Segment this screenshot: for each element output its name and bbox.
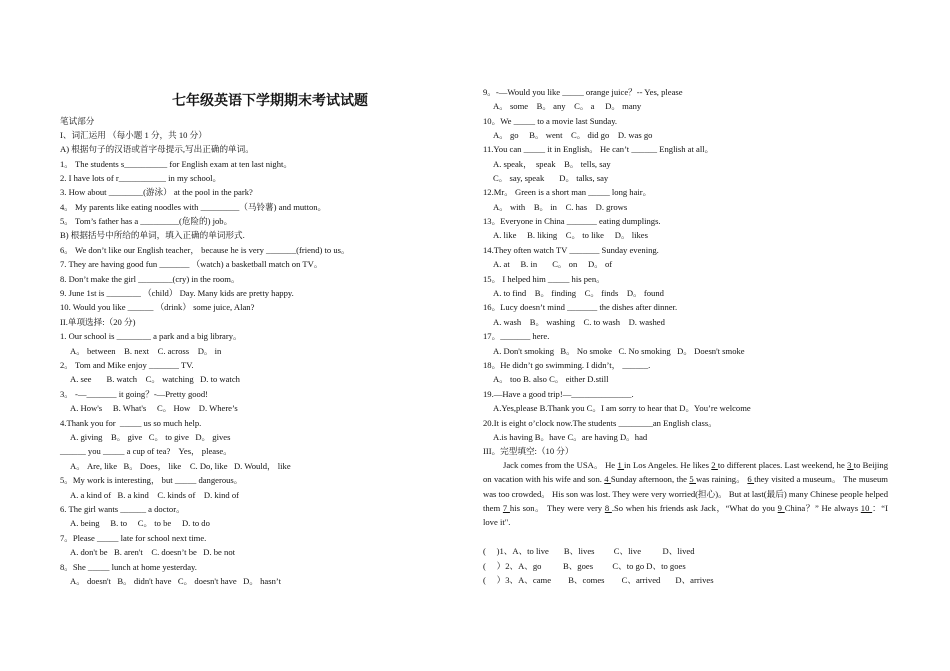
answer-options: A. like B. liking C。 to like D。 likes xyxy=(493,230,648,240)
question-line: II.单项选择:（20 分) xyxy=(60,317,136,327)
question-line: A) 根据句子的汉语或首字母提示,写出正确的单词。 xyxy=(60,144,254,154)
question-line: 16。Lucy doesn’t mind _______ the dishes after dinner. xyxy=(483,302,678,312)
answer-options: A. being B. to C。 to be D. to do xyxy=(70,518,210,528)
question-line: 2。 Tom and Mike enjoy _______ TV. xyxy=(60,360,194,370)
answer-options: A. see B. watch C。 watching D. to watch xyxy=(70,374,240,384)
question-line: ( )1、A、to live B、lives C、live D、lived xyxy=(483,546,695,556)
question-line: 12.Mr。 Green is a short man _____ long hair。 xyxy=(483,187,652,197)
question-line: 8。She _____ lunch at home yesterday. xyxy=(60,562,197,572)
question-line: 3. How about ________(游泳） at the pool in the park? xyxy=(60,187,253,197)
question-line: 4.Thank you for _____ us so much help. xyxy=(60,418,202,428)
question-line: 5。 Tom’s father has a _________(危险的) job。 xyxy=(60,216,233,226)
answer-options: A.Yes,please B.Thank you C。I am sorry to hear that D。You’re welcome xyxy=(493,403,751,413)
answer-options: A。 go B。 went C。 did go D. was go xyxy=(493,130,653,140)
answer-options: A。 too B. also C。 either D.still xyxy=(493,374,609,384)
question-line: 19.—Have a good trip!—______________. xyxy=(483,389,634,399)
question-line: ( ）2、A、go B、goes C、to go D、to goes xyxy=(483,561,686,571)
answer-options: A。 doesn't B。 didn't have C。 doesn't have D。 hasn’t xyxy=(70,576,281,586)
question-line: 9。-—Would you like _____ orange juice？-- Yes, please xyxy=(483,87,683,97)
question-line: 3。 -—_______ it going？-—Pretty good! xyxy=(60,389,208,399)
question-line: B) 根据括号中所给的单词，填入正确的单词形式. xyxy=(60,230,245,240)
question-line: 5。My work is interesting， but _____ dangerous。 xyxy=(60,475,243,485)
cloze-passage xyxy=(483,458,888,529)
question-line: 10. Would you like ______ （drink） some juice, Alan? xyxy=(60,302,255,312)
answer-options: A. don't be B. aren't C. doesn’t be D. be not xyxy=(70,547,236,557)
question-line: 9. June 1st is ________ （child） Day. Many kids are pretty happy. xyxy=(60,288,294,298)
answer-options: C。 say, speak D。 talks, say xyxy=(493,173,609,183)
question-line: 20.It is eight o’clock now.The students ________an English class。 xyxy=(483,418,717,428)
passage-text: to Beijing on vacation with his wife and son. xyxy=(483,460,888,485)
passage-text: was raining。 xyxy=(695,474,748,485)
question-line: 7。Please _____ late for school next time. xyxy=(60,533,207,543)
passage-text: his son。 They were very xyxy=(509,502,605,513)
answer-options: A. How's B. What's C。 How D. Where’s xyxy=(70,403,238,413)
question-line: 6. The girl wants ______ a doctor。 xyxy=(60,504,185,514)
passage-text: they visited a museum。 The museum was too crowded。 His son was lost. They were very worried(担心)。 But at last(最后) many Chinese people helped them xyxy=(483,474,888,513)
question-line: 18。He didn’t go swimming. I didn’t， ______. xyxy=(483,360,651,370)
answer-options: A. wash B。 washing C. to wash D. washed xyxy=(493,317,665,327)
question-line: 4。 My parents like eating noodles with _________（马铃薯) and mutton。 xyxy=(60,202,327,212)
question-line: III。完型填空:（10 分） xyxy=(483,446,574,456)
blank-1: 1 xyxy=(617,460,625,470)
passage-text: Sunday afternoon, the xyxy=(610,474,690,485)
blank-8: 8 xyxy=(604,502,612,513)
question-line: 14.They often watch TV _______ Sunday evening. xyxy=(483,245,659,255)
question-line: 1。 The students s__________ for English exam at ten last night。 xyxy=(60,159,293,169)
question-line: 2. I have lots of r___________ in my school。 xyxy=(60,173,222,183)
answer-options: A. speak， speak B。 tells, say xyxy=(493,159,611,169)
question-line: 6。 We don’t like our English teacher， because he is very _______(friend) to us。 xyxy=(60,245,350,255)
answer-options: A。 some B。 any C。 a D。 many xyxy=(493,101,642,111)
answer-options: A。 with B。 in C. has D. grows xyxy=(493,202,628,212)
blank-6: 6 xyxy=(747,474,755,485)
question-line: 11.You can _____ it in English。 He can’t ______ English at all。 xyxy=(483,144,714,154)
answer-options: A. to find B。 finding C。 finds D。 found xyxy=(493,288,664,298)
answer-options: A。 Are, like B。 Does， like C. Do, like D. Would， like xyxy=(70,461,291,471)
answer-options: A. Don't smoking B。 No smoke C. No smoking D。 Doesn't smoke xyxy=(493,346,745,356)
question-line: 8. Don’t make the girl ________(cry) in the room。 xyxy=(60,274,240,284)
blank-10: 10 xyxy=(860,502,873,513)
blank-9: 9 xyxy=(777,502,785,513)
question-line: 13。Everyone in China _______ eating dumplings. xyxy=(483,216,661,226)
blank-7: 7 xyxy=(502,502,510,513)
blank-4: 4 xyxy=(604,474,611,485)
question-line: ______ you _____ a cup of tea? Yes， please。 xyxy=(60,446,232,456)
blank-2: 2 xyxy=(711,460,718,470)
question-line: 笔试部分 xyxy=(60,116,95,126)
question-line: 10。We _____ to a movie last Sunday. xyxy=(483,116,618,126)
question-line: 15。 I helped him _____ his pen。 xyxy=(483,274,605,284)
passage-text: Jack comes from the USA。 He xyxy=(503,460,618,470)
answer-options: A. giving B。 give C。 to give D。 gives xyxy=(70,432,231,442)
passage-text: to different places. Last weekend, he xyxy=(717,460,848,470)
question-line: 7. They are having good fun _______ （watch) a basketball match on TV。 xyxy=(60,259,323,269)
passage-text: China？” He always xyxy=(784,502,861,513)
passage-text: .So when his friends ask Jack，“What do you xyxy=(611,502,778,513)
question-line: 17。_______ here. xyxy=(483,331,550,341)
question-line: ( ）3、A、came B、comes C、arrived D、arrives xyxy=(483,575,714,585)
passage-text: in Los Angeles. He likes xyxy=(624,460,712,470)
blank-5: 5 xyxy=(689,474,696,485)
question-line: I、词汇运用 （每小题 1 分，共 10 分） xyxy=(60,130,207,140)
answer-options: A. at B. in C。 on D。 of xyxy=(493,259,613,269)
question-line: 1. Our school is ________ a park and a big library。 xyxy=(60,331,242,341)
answer-options: A。 between B. next C. across D。 in xyxy=(70,346,222,356)
answer-options: A.is having B。have C。are having D。had xyxy=(493,432,648,442)
answer-options: A. a kind of B. a kind C. kinds of D. kind of xyxy=(70,490,240,500)
page-title: 七年级英语下学期期末考试试题 xyxy=(172,93,368,109)
blank-3: 3 xyxy=(847,460,854,470)
passage-text: ：“I love it". xyxy=(483,502,888,528)
